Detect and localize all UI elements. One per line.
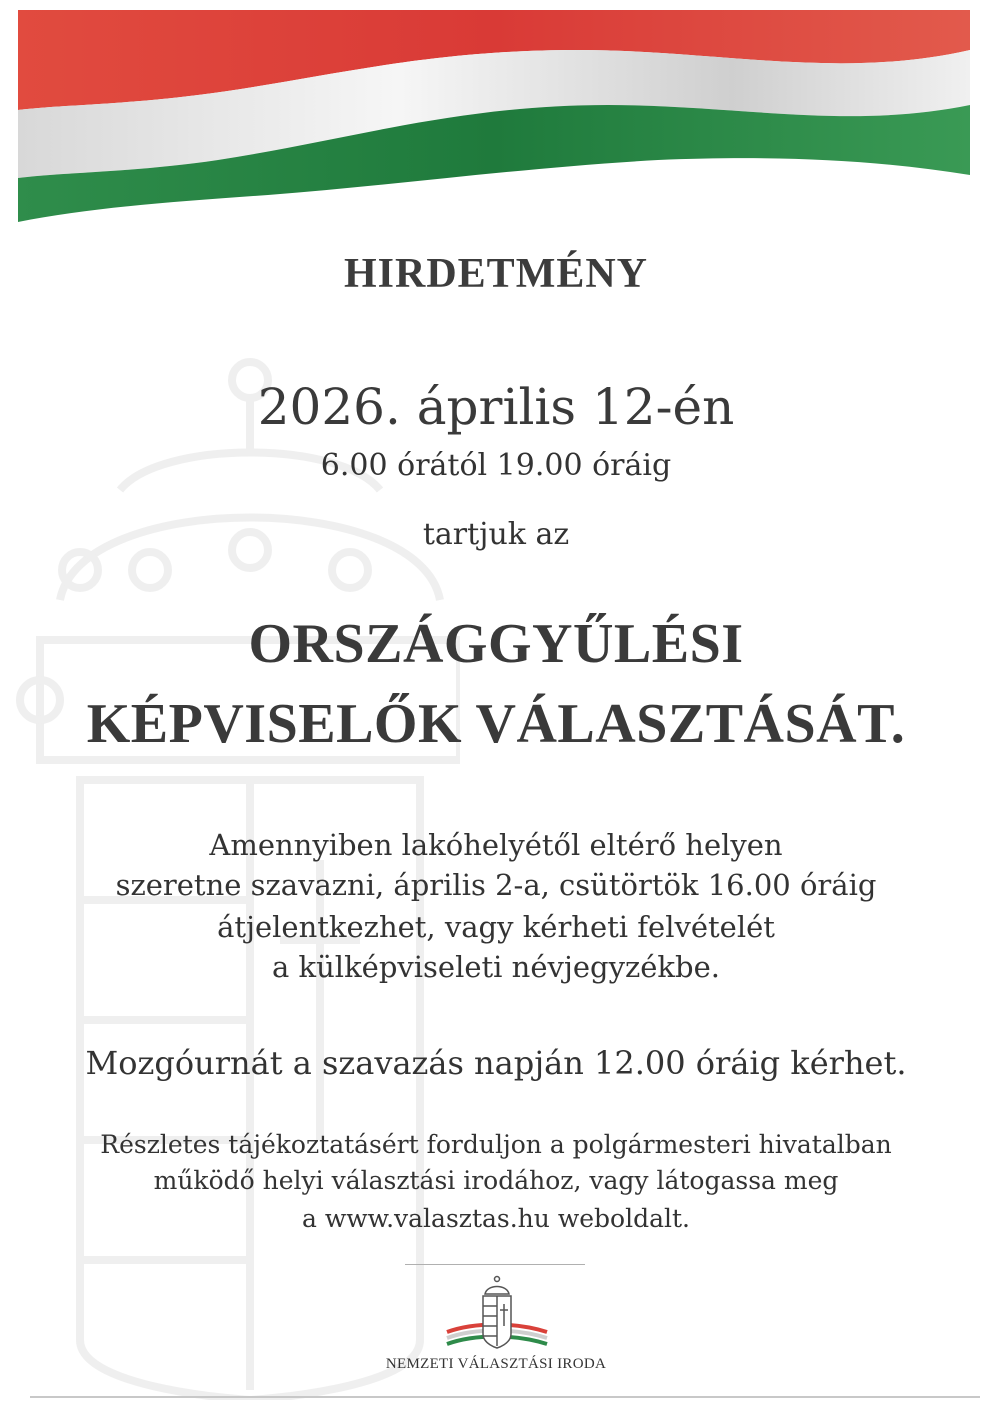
paragraph-line: szeretne szavazni, április 2-a, csütörtök 16.00 óráig [115, 868, 877, 902]
election-name-line-1: ORSZÁGGYŰLÉSI [248, 613, 744, 675]
intro-text: tartjuk az [422, 517, 570, 552]
footer-organization: NEMZETI VÁLASZTÁSI IRODA [385, 1356, 607, 1372]
paragraph-line: Amennyiben lakóhelyétől eltérő helyen [209, 828, 783, 862]
coat-of-arms-logo-icon [445, 1274, 549, 1354]
footer-divider [405, 1264, 585, 1265]
election-date: 2026. április 12-én [257, 378, 735, 436]
info-line: működő helyi választási irodához, vagy látogassa meg [153, 1166, 839, 1195]
paragraph-line: átjelentkezhet, vagy kérheti felvételét [217, 910, 775, 944]
notice-title: HIRDETMÉNY [343, 251, 649, 297]
info-line: a www.valasztas.hu weboldalt. [302, 1204, 690, 1233]
hungarian-flag-banner [18, 10, 970, 225]
opening-hours: 6.00 órától 19.00 óráig [320, 448, 672, 483]
paragraph-line: a külképviseleti névjegyzékbe. [272, 950, 720, 984]
mobile-ballot-text: Mozgóurnát a szavazás napján 12.00 óráig kérhet. [85, 1044, 907, 1082]
bottom-edge-line [30, 1396, 980, 1398]
election-name-line-2: KÉPVISELŐK VÁLASZTÁSÁT. [86, 693, 906, 755]
info-line: Részletes tájékoztatásért forduljon a polgármesteri hivatalban [100, 1130, 892, 1159]
